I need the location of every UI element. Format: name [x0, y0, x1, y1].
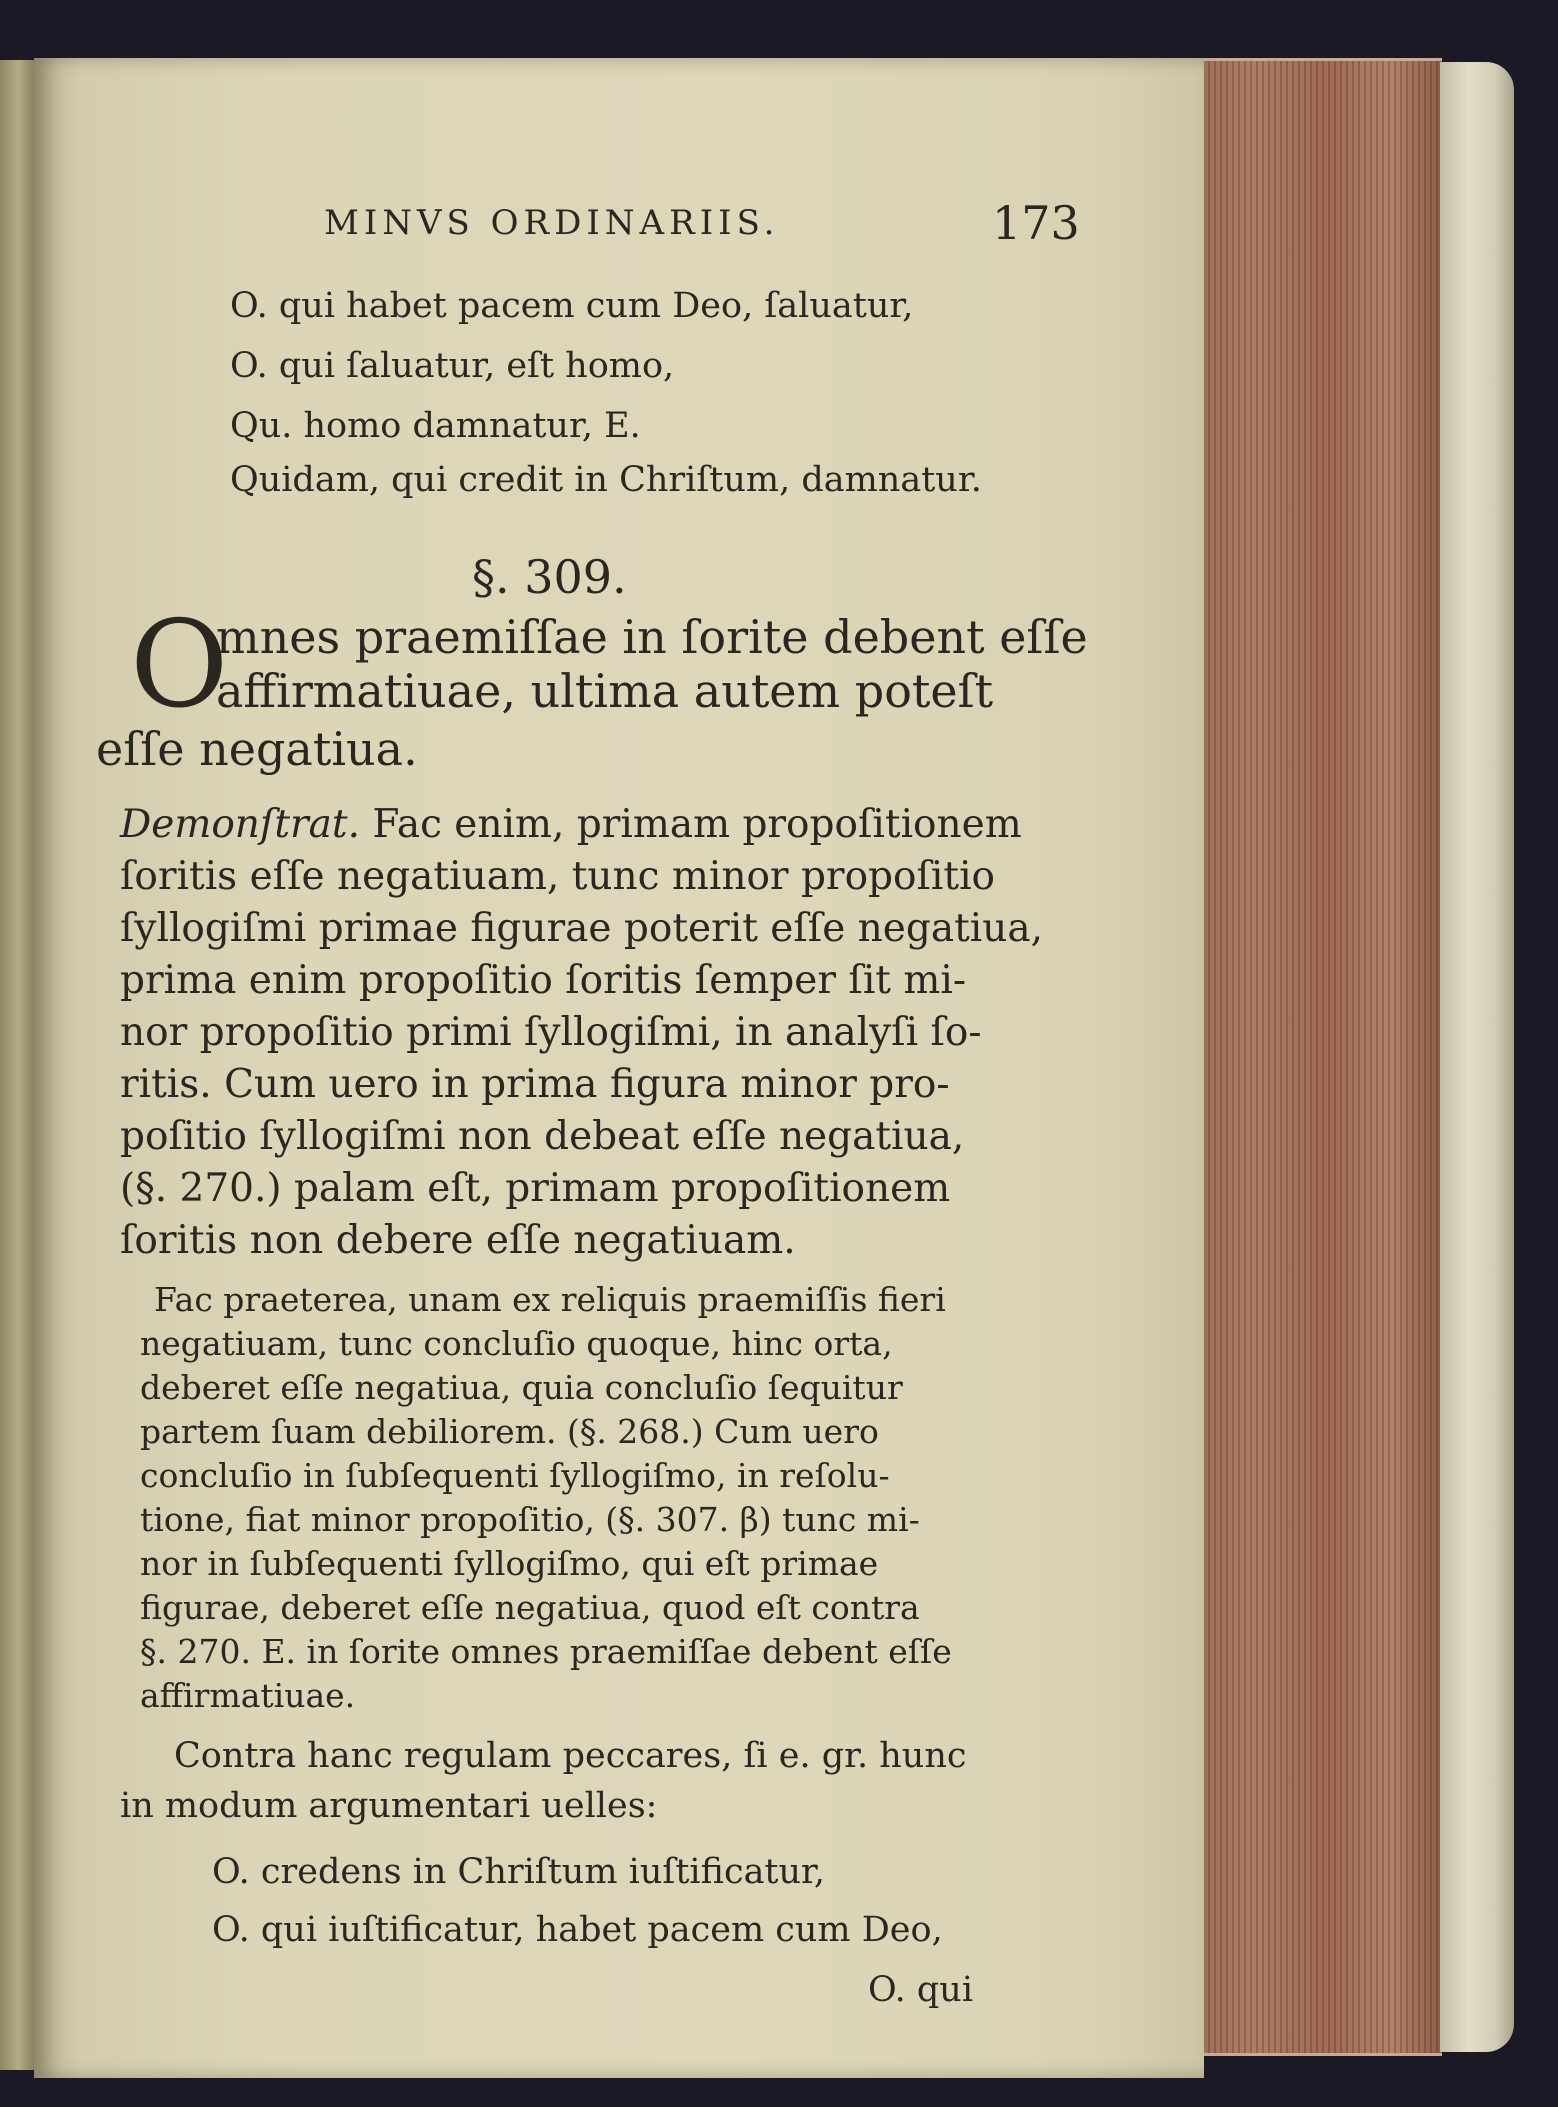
demonstratio-label: Demonſtrat. [120, 802, 360, 847]
paragraph-line: affirmatiuae. [140, 1676, 356, 1715]
paragraph-line: tione, fiat minor propoſitio, (§. 307. β) tunc mi- [140, 1500, 920, 1539]
paragraph-line: Contra hanc regulam peccares, ſi e. gr. hunc [174, 1736, 967, 1776]
book-page [34, 58, 1204, 2078]
paragraph-line: in modum argumentari uelles: [120, 1786, 658, 1826]
rule-line: affirmatiuae, ultima autem poteſt [216, 664, 994, 718]
example-line: O. credens in Chriſtum iuſtificatur, [212, 1852, 826, 1892]
demonstratio-line: ſoritis non debere eſſe negatiuam. [120, 1218, 796, 1263]
running-head: MINVS ORDINARIIS. [324, 203, 780, 243]
rule-line: eſſe negatiua. [96, 722, 418, 776]
demonstratio-text: Fac enim, primam propoſitionem [372, 802, 1022, 847]
rule-line: mnes praemiſſae in ſorite debent eſſe [216, 610, 1088, 664]
demonstratio-line: ritis. Cum uero in prima figura minor pro- [120, 1062, 950, 1107]
demonstratio-line: prima enim propoſitio ſoritis ſemper ſit mi- [120, 958, 967, 1003]
catchword: O. qui [868, 1970, 974, 2010]
drop-initial: O [130, 596, 229, 735]
paragraph-line: figurae, deberet eſſe negatiua, quod eſt contra [140, 1588, 920, 1627]
example-line: O. qui iuſtificatur, habet pacem cum Deo, [212, 1910, 943, 1950]
demonstratio-line: poſitio ſyllogiſmi non debeat eſſe negatiua, [120, 1114, 965, 1159]
demonstratio-line: nor propoſitio primi ſyllogiſmi, in analyſi ſo- [120, 1010, 982, 1055]
paragraph-line: deberet eſſe negatiua, quia concluſio ſequitur [140, 1368, 903, 1407]
paragraph-line: concluſio in ſubſequenti ſyllogiſmo, in reſolu- [140, 1456, 890, 1495]
example-line: O. qui habet pacem cum Deo, ſaluatur, [230, 286, 914, 326]
section-number: §. 309. [472, 550, 627, 604]
book-fore-edge [1190, 58, 1442, 2056]
paragraph-line: Fac praeterea, unam ex reliquis praemiſſis fieri [154, 1280, 946, 1319]
paragraph-line: negatiuam, tunc concluſio quoque, hinc orta, [140, 1324, 893, 1363]
demonstratio-line: ſyllogiſmi primae figurae poterit eſſe negatiua, [120, 906, 1044, 951]
demonstratio-line: (§. 270.) palam eſt, primam propoſitionem [120, 1166, 951, 1211]
page-number: 173 [992, 196, 1080, 250]
book-cover-edge [1440, 62, 1514, 2052]
demonstratio-first-line [120, 802, 1022, 847]
example-line: Qu. homo damnatur, E. [230, 406, 641, 446]
demonstratio-line: ſoritis eſſe negatiuam, tunc minor propoſitio [120, 854, 996, 899]
paragraph-line: partem ſuam debiliorem. (§. 268.) Cum uero [140, 1412, 879, 1451]
example-line: O. qui ſaluatur, eſt homo, [230, 346, 675, 386]
example-line: Quidam, qui credit in Chriſtum, damnatur. [230, 460, 982, 500]
paragraph-line: nor in ſubſequenti ſyllogiſmo, qui eſt primae [140, 1544, 879, 1583]
paragraph-line: §. 270. E. in ſorite omnes praemiſſae debent eſſe [140, 1632, 952, 1671]
